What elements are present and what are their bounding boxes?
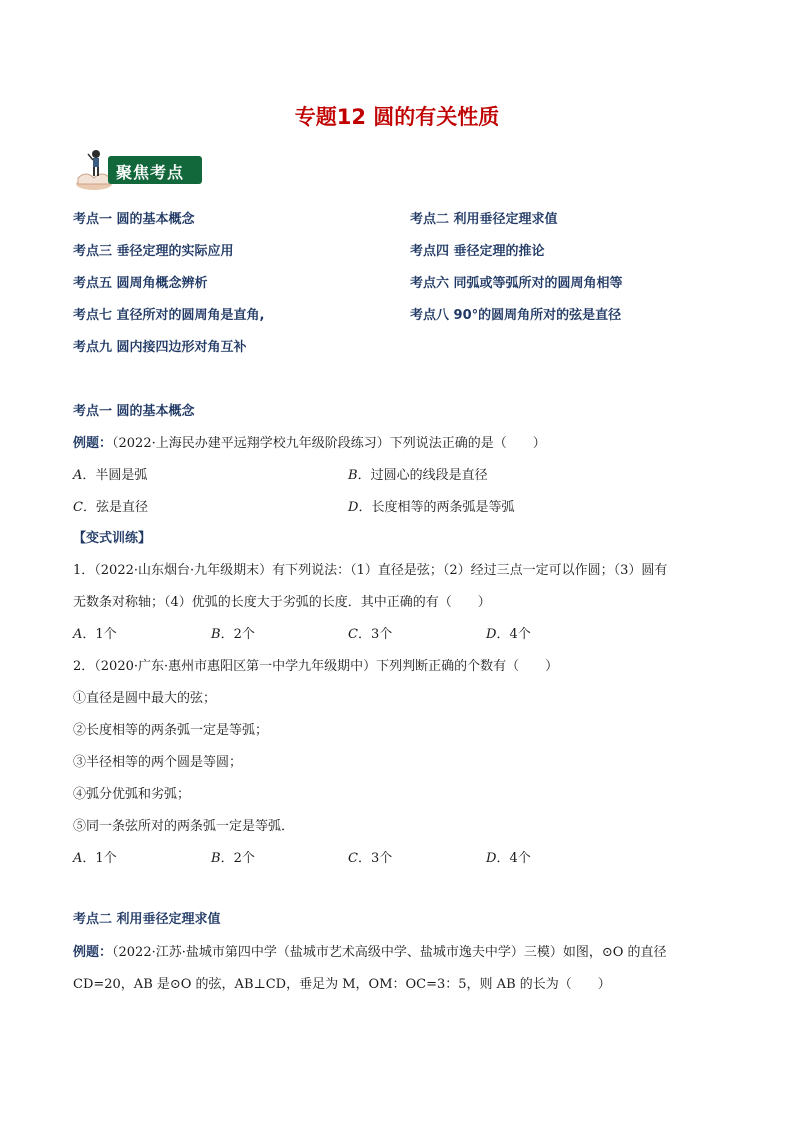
section-heading-2: 考点二 利用垂径定理求值: [73, 912, 221, 927]
option-b: B．过圆心的线段是直径: [348, 468, 488, 483]
q1-option-b: B．2个: [211, 627, 255, 642]
kaodian-item-4: 考点四 垂径定理的推论: [410, 244, 545, 259]
kaodian-item-6: 考点六 同弧或等弧所对的圆周角相等: [410, 276, 623, 291]
focus-banner: [72, 148, 204, 192]
kaodian-item-8: 考点八 90°的圆周角所对的弦是直径: [410, 308, 622, 323]
example-text: （2022·上海民办建平远翔学校九年级阶段练习）下列说法正确的是（ ）: [112, 436, 546, 451]
q2-item-1: ①直径是圆中最大的弦；: [73, 691, 217, 706]
example-2-line-2: CD=20，AB 是⊙O 的弦，AB⊥CD，垂足为 M，OM：OC=3：5，则 AB 的长为（ ）: [73, 977, 611, 992]
example-label: 例题：: [73, 945, 113, 960]
option-a: A．半圆是弧: [73, 468, 148, 483]
q2-item-4: ④弧分优弧和劣弧；: [73, 787, 191, 802]
kaodian-item-5: 考点五 圆周角概念辨析: [73, 276, 208, 291]
section-heading-1: 考点一 圆的基本概念: [73, 404, 195, 419]
q2-option-c: C．3个: [348, 851, 393, 866]
kaodian-item-7: 考点七 直径所对的圆周角是直角,: [73, 308, 265, 323]
q2-option-d: D．4个: [486, 851, 531, 866]
q1-option-c: C．3个: [348, 627, 393, 642]
question-1-line-2: 无数条对称轴；（4）优弧的长度大于劣弧的长度．其中正确的有（ ）: [73, 595, 491, 610]
q1-option-a: A．1个: [73, 627, 117, 642]
banner-label: 聚焦考点: [116, 163, 185, 182]
question-1-line-1: 1．（2022·山东烟台·九年级期末）有下列说法：（1）直径是弦；（2）经过三点一定可以作圆；（3）圆有: [73, 563, 668, 578]
q2-option-b: B．2个: [211, 851, 255, 866]
option-c: C．弦是直径: [73, 500, 148, 515]
example-label: 例题：: [73, 436, 113, 451]
q2-item-3: ③半径相等的两个圆是等圆；: [73, 755, 243, 770]
example-2-text: （2022·江苏·盐城市第四中学（盐城市艺术高级中学、盐城市逸夫中学）三模）如图，⊙O 的直径: [112, 945, 667, 960]
kaodian-item-2: 考点二 利用垂径定理求值: [410, 212, 558, 227]
q1-option-d: D．4个: [486, 627, 531, 642]
kaodian-item-3: 考点三 垂径定理的实际应用: [73, 244, 234, 259]
variant-training-label: 【变式训练】: [73, 531, 152, 546]
option-d: D．长度相等的两条弧是等弧: [348, 500, 515, 515]
example-1: [73, 432, 546, 451]
q2-item-5: ⑤同一条弦所对的两条弧一定是等弧．: [73, 819, 295, 834]
example-2-line-1: [73, 941, 667, 960]
question-2-line: 2．（2020·广东·惠州市惠阳区第一中学九年级期中）下列判断正确的个数有（ ）: [73, 659, 559, 674]
kaodian-item-9: 考点九 圆内接四边形对角互补: [73, 340, 247, 355]
q2-item-2: ②长度相等的两条弧一定是等弧；: [73, 723, 269, 738]
kaodian-item-1: 考点一 圆的基本概念: [73, 212, 195, 227]
page-title: 专题12 圆的有关性质: [294, 105, 500, 129]
q2-option-a: A．1个: [73, 851, 117, 866]
